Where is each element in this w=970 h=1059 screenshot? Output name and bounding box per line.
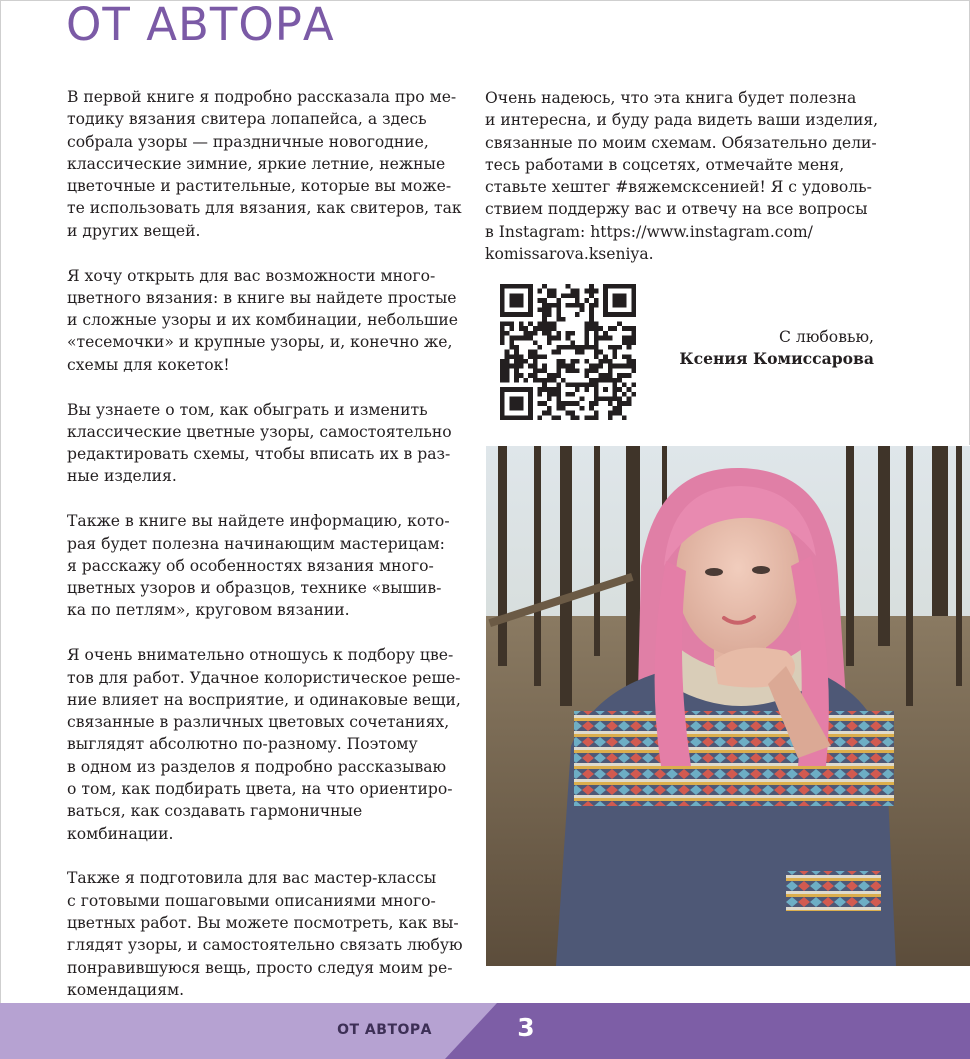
paragraph: Я очень внимательно отношусь к подбору цве- тов для работ. Удачное колористическое реше- ние влияет на восприятие, и одинаковые вещи, связанные в различных цветовых сочетаниях, выглядят абсолютно по-разному. Поэтому в одном из разделов я подробно рассказываю о том, как подбирать цвета, на что ориентиро- ваться, как создавать гармоничные комбинации. [67, 646, 461, 843]
qr-code-icon[interactable] [500, 284, 636, 420]
signoff-greeting: С любовью, [779, 328, 874, 346]
footer-section-title: ОТ АВТОРА [337, 1022, 432, 1038]
right-text-column [485, 87, 885, 288]
signoff [640, 326, 874, 370]
paragraph: В первой книге я подробно рассказала про ме- тодику вязания свитера лопапейса, а здесь собрала узоры — праздничные новогодние, классические зимние, яркие летние, нежные цветочные и растительные, которые вы може- те использовать для вязания, как свитеров, так и других вещей. [67, 88, 462, 240]
author-name: Ксения Комиссарова [679, 349, 874, 368]
paragraph: Вы узнаете о том, как обыграть и изменить классические цветные узоры, самостоятельно редактировать схемы, чтобы вписать их в раз- ные изделия. [67, 400, 452, 486]
author-photo [486, 446, 970, 966]
paragraph: Очень надеюсь, что эта книга будет полезна и интересна, и буду рада видеть ваши изделия, связанные по моим схемам. Обязательно дели- тесь работами в соцсетях, отмечайте меня, ставьте хештег #вяжемсксенией! Я с удоволь- ствием поддержу вас и отвечу на все вопросы в Instagram: https://www.instagram.com/ komissarova.kseniya. [485, 89, 879, 264]
paragraph: Я хочу открыть для вас возможности много- цветного вязания: в книге вы найдете простые и сложные узоры и их комбинации, небольшие «тесемочки» и крупные узоры, и, конечно же, схемы для кокеток! [67, 266, 459, 374]
page-title: ОТ АВТОРА [66, 0, 335, 51]
left-text-column [67, 86, 467, 1024]
footer-page-tab [0, 1003, 970, 1059]
page-frame-left [0, 0, 1, 1005]
page-number: 3 [517, 1013, 535, 1042]
paragraph: Также я подготовила для вас мастер-классы с готовыми пошаговыми описаниями много- цветных работ. Вы можете посмотреть, как вы- глядят узоры, и самостоятельно связать любую понравившуюся вещь, просто следуя моим ре- комендациям. [67, 869, 463, 999]
footer-bar [0, 1003, 970, 1059]
paragraph: Также в книге вы найдете информацию, кото- рая будет полезна начинающим мастерицам: я расскажу об особенностях вязания много- цветных узоров и образцов, технике «вышив- ка по петлям», круговом вязании. [67, 512, 450, 620]
